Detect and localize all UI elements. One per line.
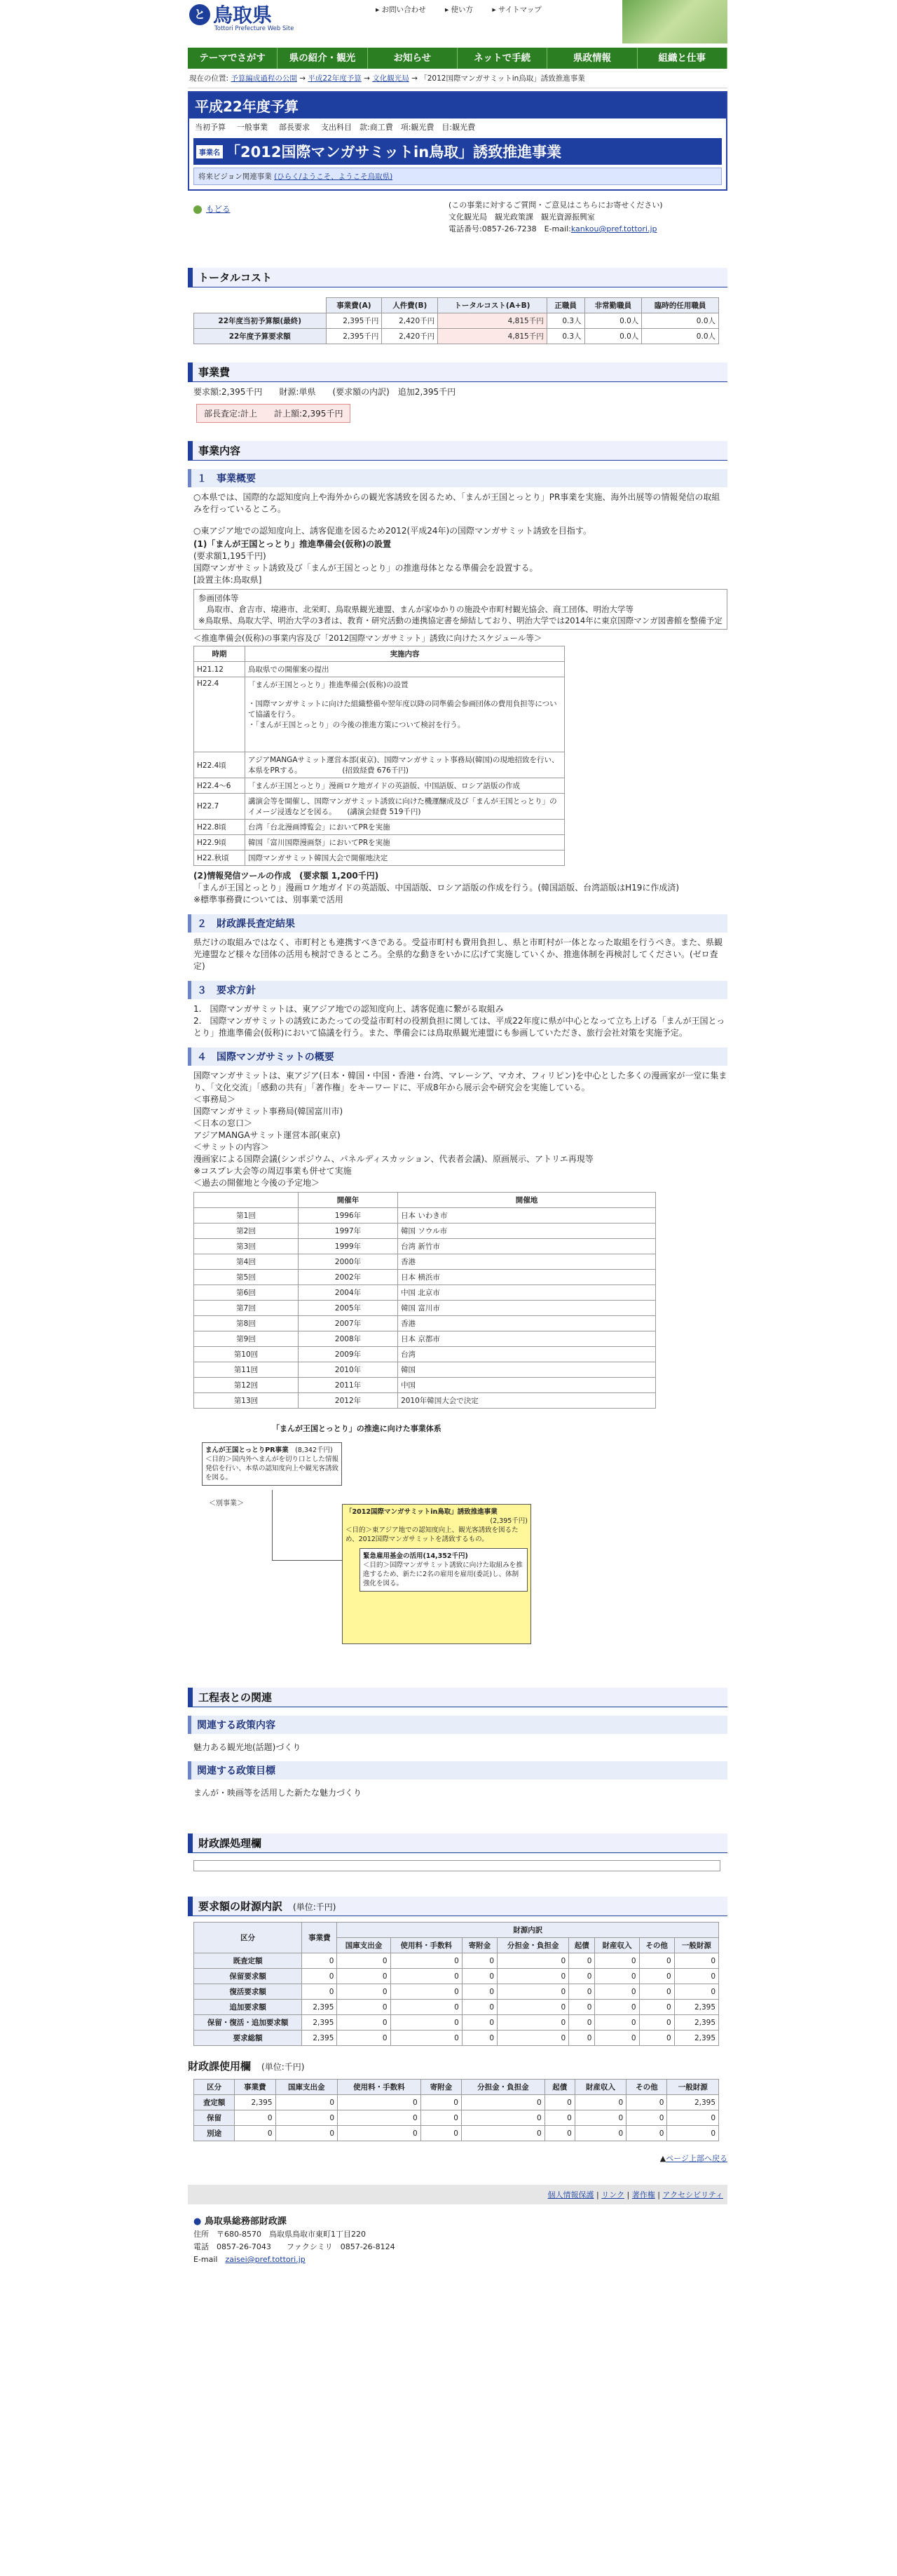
table-row: 別途 0 0 0 0 0 0 0 0 0 <box>194 2126 719 2141</box>
overview-text-2: ○東アジア地での認知度向上、誘客促進を図るため2012(平成24年)の国際マンガサミット誘致を目指す。 <box>193 526 591 536</box>
summit-description: 国際マンガサミットは、東アジア(日本・韓国・中国・香港・台湾、マレーシア、マカオ、フィリピン)を中心とした多くの漫画家が一堂に集まり、「文化交流」「感動の共有」「著作権」をキーワードに、平成8年から展示会や研究会を実施している。 <box>193 1071 727 1092</box>
table-row: 第13回 2012年 2010年韓国大会で決定 <box>194 1393 656 1409</box>
finance-use-table: 区分 事業費 国庫支出金 使用料・手数料 寄附金 分担金・負担金 起債 財産収入 その他 一般財源 査定額 2,395 0 0 0 0 0 0 0 2,395 保留 0 0 0 0 0 0 0 0 0 別途 0 0 0 0 0 0 0 0 0 <box>193 2079 719 2141</box>
prefecture-emblem-icon: ● <box>193 2216 202 2227</box>
breakdown-table: 区分 事業費 財源内訳 国庫支出金 使用料・手数料 寄附金 分担金・負担金 起債 財産収入 その他 一般財源 既査定額 0 0 0 0 0 0 0 0 0 保留要求額 0 0 0 0 0 0 0 0 0 復活要求額 0 0 0 0 0 0 0 0 0 追加要求額 2,395 0 0 0 0 0 0 0 2,395 保留・復活・追加要求額 2,395 0 0 0 0 0 0 0 2,395 要求総額 2,395 0 0 0 0 0 0 0 2,395 <box>193 1922 719 2046</box>
summit-details: ＜事務局＞ 国際マンガサミット事務局(韓国富川市) ＜日本の窓口＞ アジアMANGAサミット運営本部(東京) ＜サミットの内容＞ 漫画家による国際会議(シンポジウム、パネルディスカッション、代表者会議)、原画展示、アトリエ再現等 ※コスプレ大会等の周辺事業も併せて実施 ＜過去の開催地と今後の予定地＞ <box>193 1094 594 1188</box>
section-project-cost: 事業費 <box>188 362 727 382</box>
contact-area <box>188 198 727 250</box>
table-row: 保留要求額 0 0 0 0 0 0 0 0 0 <box>194 1969 719 1984</box>
diagram-box-employment: 緊急雇用基金の活用(14,352千円) ＜目的＞国際マンガサミット誘致に向けた取組みを推進するため、新たに2名の雇用を雇用(委託)し、体制強化を図る。 <box>360 1548 528 1592</box>
project-tag: 事業名 <box>196 145 223 158</box>
back-arrow-icon <box>193 205 202 214</box>
nav-online[interactable]: ネットで手続 <box>458 48 547 69</box>
table-row: H22.7 講演会等を開催し、国際マンガサミット誘致に向けた機運醸成及び「まんが王国とっとり」のイメージ浸透などを図る。 (講演会経費 519千円) <box>194 794 565 820</box>
site-header <box>188 0 727 48</box>
nav-intro[interactable]: 県の紹介・観光 <box>278 48 367 69</box>
related-goal: まんが・映画等を活用した新たな魅力づくり <box>193 1788 362 1798</box>
table-row: H21.12 鳥取県での開催案の提出 <box>194 662 565 677</box>
footer-phone: 電話 0857-26-7043 ファクシミリ 0857-26-8124 <box>193 2242 395 2251</box>
footer-contact <box>188 2216 727 2266</box>
nav-news[interactable]: お知らせ <box>368 48 458 69</box>
diagram-box-pr: まんが王国とっとりPR事業 (8,342千円) ＜目的＞国内外へまんがを切り口とした情報発信を行い、本県の認知度向上や観光客誘致を図る。 <box>202 1442 342 1486</box>
summit-history-table: 開催年 開催地 第1回 1996年 日本 いわき市 第2回 1997年 韓国 ソウル市 第3回 1999年 台湾 新竹市 第4回 2000年 香港 第5回 2002年 日本 横浜市 第6回 2004年 中国 北京市 第7回 2005年 韓国 富川市 第8回 2007年 香港 第9回 2008年 日本 京都市 第10回 2009年 台湾 第11回 2010年 韓国 第12回 2011年 中国 第13回 2012年 2010年韓国大会で決定 <box>193 1192 656 1409</box>
footer-links: 個人情報保護 | リンク | 著作権 | アクセシビリティ <box>188 2185 727 2204</box>
back-to-top-link[interactable]: ▲ページ上部へ戻る <box>659 2154 727 2163</box>
table-row: H22.4頃 アジアMANGAサミット運営本部(東京)、国際マンガサミット事務局(韓国)の現地招致を行い、本県をPRする。 (招致経費 676千円) <box>194 752 565 778</box>
schedule-table: 時期 実施内容 H21.12 鳥取県での開催案の提出 H22.4 「まんが王国とっとり」推進準備会(仮称)の設置 ・国際マンガサミットに向けた組織整備や翌年度以降の同準備会参画団体の費用負担等について協議を行う。 ・「まんが王国とっとり」の今後の推進方策について検討を行う。 H22.4頃 アジアMANGAサミット運営本部(東京)、国際マンガサミット事務局(韓国)の現地招致を行い、本県をPRする。 (招致経費 676千円) H22.4〜6 「まんが王国とっとり」漫画ロケ地ガイドの英語版、中国語版、ロシア語版の作成 H22.7 講演会等を開催し、国際マンガサミット誘致に向けた機運醸成及び「まんが王国とっとり」のイメージ浸透などを図る。 (講演会経費 519千円) H22.8頃 台湾「台北漫画博覧会」においてPRを実施 H22.9頃 韓国「富川国際漫画祭」においてPRを実施 H22.秋頃 国際マンガサミット韓国大会で開催地決定 <box>193 646 565 866</box>
table-row: H22.8頃 台湾「台北漫画博覧会」においてPRを実施 <box>194 820 565 835</box>
subsection-related-goal: 関連する政策目標 <box>188 1761 727 1780</box>
table-row: H22.9頃 韓国「富川国際漫画祭」においてPRを実施 <box>194 835 565 850</box>
item-2-note: ※標準事務費については、別事業で活用 <box>193 895 343 904</box>
table-row: 第8回 2007年 香港 <box>194 1316 656 1331</box>
budget-meta: 当初予算 一般事業 部長要求 支出科目 款:商工費 項:観光費 目:観光費 <box>189 118 726 135</box>
prefecture-emblem-icon: と <box>189 4 210 25</box>
table-row: 第9回 2008年 日本 京都市 <box>194 1331 656 1347</box>
page <box>188 0 727 2266</box>
table-row: 第10回 2009年 台湾 <box>194 1347 656 1362</box>
project-structure-diagram <box>188 1414 727 1646</box>
table-row: 22年度予算要求額 2,395千円 2,420千円 4,815千円 0.3人 0.0人 0.0人 <box>194 329 719 344</box>
members-note: 参画団体等 鳥取市、倉吉市、境港市、北栄町、鳥取県観光連盟、まんが家ゆかりの施設や市町村観光協会、商工団体、明治大学等 ※鳥取県、鳥取大学、明治大学の3者は、教育・研究活動の連携協定書を締結しており、明治大学では2014年に東京国際マンガ図書館を整備予定 <box>193 589 727 630</box>
project-name: 「2012国際マンガサミットin鳥取」誘致推進事業 <box>226 144 562 161</box>
diagram-connector <box>272 1490 273 1560</box>
table-row: 22年度当初予算額(最終) 2,395千円 2,420千円 4,815千円 0.3人 0.0人 0.0人 <box>194 313 719 329</box>
title-block <box>188 91 727 191</box>
header-link-sitemap[interactable]: ▸ サイトマップ <box>492 6 542 14</box>
subsection-summit-overview: ４ 国際マンガサミットの概要 <box>188 1048 727 1066</box>
subsection-overview: １ 事業概要 <box>188 469 727 487</box>
vision-box: 将来ビジョン関連事業 (ひらく/ようこそ、ようこそ鳥取県) <box>193 168 722 185</box>
finance-processing-box <box>193 1860 720 1871</box>
contact-info: (この事業に対するご質問・ご意見はこちらにお寄せください) 文化観光局 観光政策課 観光資源振興室 電話番号:0857-26-7238 E-mail:kankou@pref.tottori.jp <box>448 201 663 233</box>
item-1-title: (1)「まんが王国とっとり」推進準備会(仮称)の設置 <box>193 539 392 549</box>
section-total-cost: トータルコスト <box>188 268 727 287</box>
diagram-title: 「まんが王国とっとり」の推進に向けた事業体系 <box>272 1424 441 1433</box>
item-2-title: (2)情報発信ツールの作成 (要求額 1,200千円) <box>193 871 379 881</box>
table-row: 追加要求額 2,395 0 0 0 0 0 0 0 2,395 <box>194 2000 719 2015</box>
back-link[interactable]: もどる <box>193 203 231 215</box>
logo-text: 鳥取県 <box>213 4 273 27</box>
footer-link-accessibility[interactable]: アクセシビリティ <box>662 2190 723 2199</box>
nav-organization[interactable]: 組織と仕事 <box>638 48 727 69</box>
table-row: 既査定額 0 0 0 0 0 0 0 0 0 <box>194 1953 719 1969</box>
table-row: H22.4 「まんが王国とっとり」推進準備会(仮称)の設置 ・国際マンガサミットに向けた組織整備や翌年度以降の同準備会参画団体の費用負担等について協議を行う。 ・「まんが王国とっとり」の今後の推進方策について検討を行う。 <box>194 677 565 752</box>
vision-link[interactable]: (ひらく/ようこそ、ようこそ鳥取県) <box>274 172 393 181</box>
section-content: 事業内容 <box>188 441 727 461</box>
logo-subtitle: Tottori Prefecture Web Site <box>214 25 294 32</box>
footer-link-privacy[interactable]: 個人情報保護 <box>547 2190 594 2199</box>
breadcrumb-link[interactable]: 平成22年度予算 <box>308 74 362 83</box>
contact-email-link[interactable]: kankou@pref.tottori.jp <box>570 224 657 233</box>
section-finance-use: 財政課使用欄 (単位:千円) <box>188 2060 305 2073</box>
table-row: 第5回 2002年 日本 横浜市 <box>194 1270 656 1285</box>
table-row: 第1回 1996年 日本 いわき市 <box>194 1208 656 1223</box>
table-row: H22.秋頃 国際マンガサミット韓国大会で開催地決定 <box>194 850 565 866</box>
table-row: 保留・復活・追加要求額 2,395 0 0 0 0 0 0 0 2,395 <box>194 2015 719 2031</box>
subsection-policy: ３ 要求方針 <box>188 981 727 999</box>
footer-email-link[interactable]: zaisei@pref.tottori.jp <box>225 2255 306 2264</box>
breadcrumb-link[interactable]: 予算編成過程の公開 <box>231 74 297 83</box>
section-finance-processing: 財政課処理欄 <box>188 1833 727 1853</box>
nav-government[interactable]: 県政情報 <box>547 48 637 69</box>
header-photo <box>622 0 727 43</box>
table-row: 第6回 2004年 中国 北京市 <box>194 1285 656 1301</box>
nav-theme[interactable]: テーマでさがす <box>188 48 278 69</box>
section-schedule-relation: 工程表との関連 <box>188 1688 727 1707</box>
header-link-usage[interactable]: ▸ 使い方 <box>444 6 474 14</box>
footer-link-links[interactable]: リンク <box>601 2190 625 2199</box>
related-policy: 魅力ある観光地(話題)づくり <box>193 1742 301 1752</box>
breadcrumb-current: 「2012国際マンガサミットin鳥取」誘致推進事業 <box>420 74 585 83</box>
section-breakdown: 要求額の財源内訳 (単位:千円) <box>188 1897 727 1916</box>
subsection-assessment: ２ 財政課長査定結果 <box>188 914 727 933</box>
site-logo[interactable] <box>189 4 294 32</box>
table-row: 要求総額 2,395 0 0 0 0 0 0 0 2,395 <box>194 2031 719 2046</box>
header-link-contact[interactable]: ▸ お問い合わせ <box>376 6 426 14</box>
table-row: 第7回 2005年 韓国 富川市 <box>194 1301 656 1316</box>
global-nav <box>188 48 727 69</box>
table-row: 第12回 2011年 中国 <box>194 1378 656 1393</box>
breadcrumb-link[interactable]: 文化観光局 <box>372 74 409 83</box>
policy-item-1: 1. 国際マンガサミットは、東アジア地での認知度向上、誘客促進に繋がる取組み <box>193 1004 504 1014</box>
budget-year-title: 平成22年度予算 <box>189 93 726 118</box>
item-1-founder: [設置主体:鳥取県] <box>193 575 262 585</box>
footer-org-name: ● 鳥取県総務部財政課 <box>193 2216 287 2227</box>
item-1-body: 国際マンガサミット誘致及び「まんが王国とっとり」の推進母体となる準備会を設置する。 <box>193 563 538 573</box>
table-row: 第4回 2000年 香港 <box>194 1254 656 1270</box>
table-header-row: 事業費(A) 人件費(B) トータルコスト(A+B) 正職員 非常勤職員 臨時的任用職員 <box>194 298 719 313</box>
header-links <box>376 4 559 15</box>
footer-email: E-mail zaisei@pref.tottori.jp <box>193 2255 306 2264</box>
schedule-caption: ＜推進準備会(仮称)の事業内容及び「2012国際マンガサミット」誘致に向けたスケジュール等＞ <box>193 633 542 643</box>
footer-link-copyright[interactable]: 著作権 <box>631 2190 655 2199</box>
breadcrumb: 現在の位置: 予算編成過程の公開 → 平成22年度予算 → 文化観光局 → 「2012国際マンガサミットin鳥取」誘致推進事業 <box>188 69 727 88</box>
diagram-connector <box>272 1560 342 1561</box>
item-2-body: 「まんが王国とっとり」漫画ロケ地ガイドの英語版、中国語版、ロシア語版の作成を行う。(韓国語版、台湾語版はH19に作成済) <box>193 883 680 893</box>
assessment-text: 県だけの取組みではなく、市町村とも連携すべきである。受益市町村も費用負担し、県と市町村が一体となった取組を行うべき。また、県観光連盟など様々な団体の活用も検討できるところ。全県的な動きをいかに広げて実施していくか、推進体制を再検討してください。(ゼロ査定) <box>193 937 723 971</box>
footer-address: 住所 〒680-8570 鳥取県鳥取市東町1丁目220 <box>193 2230 366 2239</box>
item-1-cost: (要求額1,195千円) <box>193 551 266 561</box>
total-cost-table <box>193 297 719 344</box>
table-row: 保留 0 0 0 0 0 0 0 0 0 <box>194 2110 719 2126</box>
table-row: 復活要求額 0 0 0 0 0 0 0 0 0 <box>194 1984 719 2000</box>
table-row: 査定額 2,395 0 0 0 0 0 0 0 2,395 <box>194 2095 719 2110</box>
other-project-label: ＜別事業＞ <box>209 1500 244 1507</box>
table-row: 第3回 1999年 台湾 新竹市 <box>194 1239 656 1254</box>
director-assessment: 部長査定:計上 計上額:2,395千円 <box>196 404 350 423</box>
table-row: H22.4〜6 「まんが王国とっとり」漫画ロケ地ガイドの英語版、中国語版、ロシア語版の作成 <box>194 778 565 794</box>
policy-item-2: 2. 国際マンガサミットの誘致にあたっての受益市町村の役割負担に関しては、平成22年度に県が中心となって立ち上げる「まんが王国とっとり」推進準備会(仮称)において協議を行う。また、準備会には鳥取県観光連盟にも参画していただき、旅行会社対策を実施予定。 <box>193 1016 725 1038</box>
subsection-related-policy: 関連する政策内容 <box>188 1716 727 1734</box>
request-amount: 要求額:2,395千円 財源:単県 (要求額の内訳) 追加2,395千円 <box>193 387 456 397</box>
overview-text: ○本県では、国際的な認知度向上や海外からの観光客誘致を図るため、「まんが王国とっとり」PR事業を実施、海外出展等の情報発信の取組みを行っているところ。 <box>193 492 720 514</box>
diagram-box-summit: 「2012国際マンガサミットin鳥取」誘致推進事業 (2,395千円) ＜目的＞東アジア地での認知度向上、観光客誘致を図るため、2012国際マンガサミットを誘致するもの。 緊急雇用基金の活用(14,352千円) ＜目的＞国際マンガサミット誘致に向けた取組みを推進するため、新たに2名の雇用を雇用(委託)し、体制強化を図る。 <box>342 1504 531 1644</box>
project-name-bar <box>193 138 722 165</box>
table-row: 第2回 1997年 韓国 ソウル市 <box>194 1223 656 1239</box>
table-row: 第11回 2010年 韓国 <box>194 1362 656 1378</box>
